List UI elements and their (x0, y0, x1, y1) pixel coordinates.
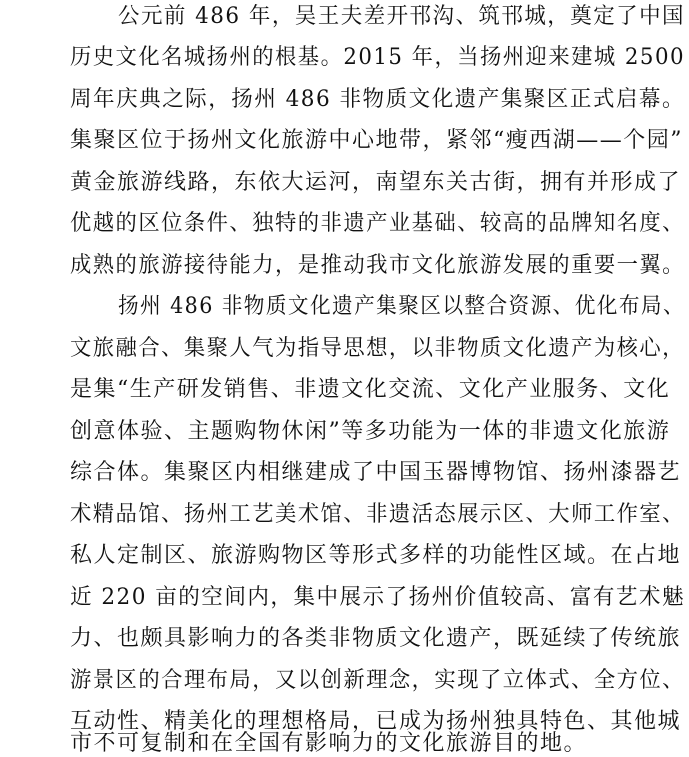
paragraph-line: 周年庆典之际，扬州 486 非物质文化遗产集聚区正式启幕。 (70, 87, 685, 112)
paragraph-line: 集聚区位于扬州文化旅游中心地带，紧邻“瘦西湖——个园” (70, 128, 683, 153)
paragraph-line: 市不可复制和在全国有影响力的文化旅游目的地。 (70, 731, 588, 756)
paragraph-line: 游景区的合理布局，又以创新理念，实现了立体式、全方位、 (70, 668, 685, 693)
paragraph-line: 优越的区位条件、独特的非遗产业基础、较高的品牌知名度、 (70, 211, 685, 236)
paragraph-line: 力、也颇具影响力的各类非物质文化遗产，既延续了传统旅 (70, 626, 682, 651)
paragraph-line: 黄金旅游线路，东依大运河，南望东关古街，拥有并形成了 (70, 170, 682, 195)
paragraph-line: 扬州 486 非物质文化遗产集聚区以整合资源、优化布局、 (118, 294, 686, 319)
paragraph-line: 私人定制区、旅游购物区等形式多样的功能性区域。在占地 (70, 543, 682, 568)
paragraph-line: 成熟的旅游接待能力，是推动我市文化旅游发展的重要一翼。 (70, 253, 685, 278)
paragraph-line: 术精品馆、扬州工艺美术馆、非遗活态展示区、大师工作室、 (70, 502, 685, 527)
paragraph-line: 历史文化名城扬州的根基。2015 年，当扬州迎来建城 2500 (70, 45, 685, 70)
paragraph-line: 互动性、精美化的理想格局，已成为扬州独具特色、其他城 (70, 709, 682, 734)
paragraph-line: 创意体验、主题购物休闲”等多功能为一体的非遗文化旅游 (70, 419, 671, 444)
paragraph-line: 近 220 亩的空间内，集中展示了扬州价值较高、富有艺术魅 (70, 585, 685, 610)
paragraph-line: 综合体。集聚区内相继建成了中国玉器博物馆、扬州漆器艺 (70, 460, 682, 485)
paragraph-line: 文旅融合、集聚人气为指导思想，以非物质文化遗产为核心， (70, 336, 685, 361)
paragraph-line: 公元前 486 年，吴王夫差开邗沟、筑邗城，奠定了中国 (118, 4, 686, 29)
paragraph-line: 是集“生产研发销售、非遗文化交流、文化产业服务、文化 (70, 377, 671, 402)
